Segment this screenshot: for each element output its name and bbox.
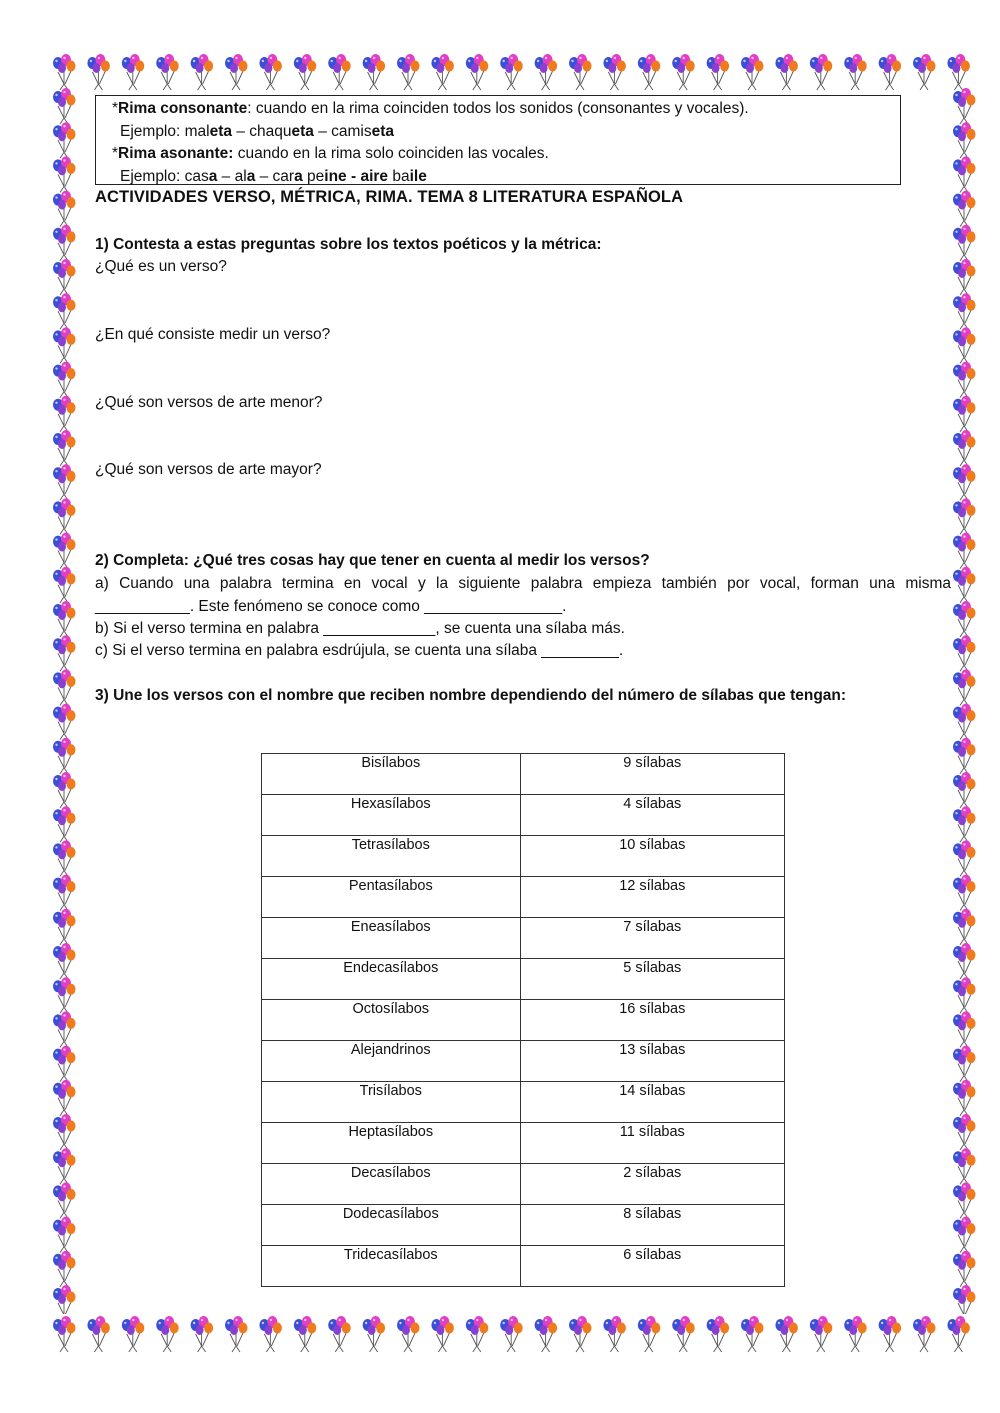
rima-definitions-box (95, 95, 901, 185)
verse-name-cell[interactable]: Alejandrinos (262, 1041, 521, 1082)
table-row (262, 1000, 785, 1041)
section2-item-c: c) Si el verso termina en palabra esdrújula, se cuenta una sílaba _________. (95, 642, 624, 659)
section3-heading: 3) Une los versos con el nombre que reciben nombre dependiendo del número de sílabas que tengan: (95, 687, 847, 704)
verse-name-cell[interactable]: Endecasílabos (262, 959, 521, 1000)
rima-asonante-term: Rima asonante: (118, 145, 234, 162)
table-row (262, 1082, 785, 1123)
verse-name-cell[interactable]: Eneasílabos (262, 918, 521, 959)
verse-name-cell[interactable]: Hexasílabos (262, 795, 521, 836)
question-arte-mayor: ¿Qué son versos de arte mayor? (95, 461, 322, 478)
table-row (262, 877, 785, 918)
verse-name-cell[interactable]: Tridecasílabos (262, 1246, 521, 1287)
syllable-count-cell[interactable]: 6 sílabas (520, 1246, 784, 1287)
rima-asonante-line: *Rima asonante: cuando en la rima solo coinciden las vocales. (112, 145, 549, 162)
verse-name-cell[interactable]: Bisílabos (262, 754, 521, 795)
verse-name-cell[interactable]: Octosílabos (262, 1000, 521, 1041)
question-medir-verso: ¿En qué consiste medir un verso? (95, 326, 331, 343)
section2-item-b: b) Si el verso termina en palabra _____________, se cuenta una sílaba más. (95, 620, 625, 637)
verse-name-cell[interactable]: Pentasílabos (262, 877, 521, 918)
table-row (262, 1041, 785, 1082)
rima-consonante-term: Rima consonante (118, 100, 248, 117)
table-row (262, 795, 785, 836)
syllable-count-cell[interactable]: 16 sílabas (520, 1000, 784, 1041)
syllable-count-cell[interactable]: 14 sílabas (520, 1082, 784, 1123)
table-row (262, 1123, 785, 1164)
syllable-count-cell[interactable]: 5 sílabas (520, 959, 784, 1000)
question-verso: ¿Qué es un verso? (95, 258, 227, 275)
section1-heading: 1) Contesta a estas preguntas sobre los textos poéticos y la métrica: (95, 236, 602, 253)
table-row (262, 959, 785, 1000)
syllable-count-cell[interactable]: 12 sílabas (520, 877, 784, 918)
syllable-count-cell[interactable]: 9 sílabas (520, 754, 784, 795)
table-row (262, 1164, 785, 1205)
rima-consonante-example: Ejemplo: maleta – chaqueta – camiseta (120, 122, 395, 140)
verse-name-cell[interactable]: Tetrasílabos (262, 836, 521, 877)
syllable-count-cell[interactable]: 10 sílabas (520, 836, 784, 877)
table-row (262, 918, 785, 959)
rima-consonante-line: *Rima consonante: cuando en la rima coinciden todos los sonidos (consonantes y vocales). (112, 100, 749, 117)
syllable-count-cell[interactable]: 13 sílabas (520, 1041, 784, 1082)
worksheet-title: ACTIVIDADES VERSO, MÉTRICA, RIMA. TEMA 8 LITERATURA ESPAÑOLA (95, 188, 684, 206)
rima-asonante-example: Ejemplo: casa – ala – cara peine - aire baile (120, 167, 427, 185)
verse-name-cell[interactable]: Decasílabos (262, 1164, 521, 1205)
table-row (262, 836, 785, 877)
verse-name-cell[interactable]: Trisílabos (262, 1082, 521, 1123)
syllable-count-cell[interactable]: 7 sílabas (520, 918, 784, 959)
section2-heading: 2) Completa: ¿Qué tres cosas hay que tener en cuenta al medir los versos? (95, 552, 650, 569)
syllable-count-cell[interactable]: 2 sílabas (520, 1164, 784, 1205)
table-row (262, 754, 785, 795)
verse-name-cell[interactable]: Heptasílabos (262, 1123, 521, 1164)
section2-item-a: a) Cuando una palabra termina en vocal y la siguiente palabra empieza también por vocal, forman una misma ___________. Este fenómeno se conoce como ________________. (95, 575, 951, 615)
table-row (262, 1246, 785, 1287)
question-arte-menor: ¿Qué son versos de arte menor? (95, 394, 323, 411)
syllable-count-cell[interactable]: 4 sílabas (520, 795, 784, 836)
matching-table (261, 753, 785, 1287)
verse-name-cell[interactable]: Dodecasílabos (262, 1205, 521, 1246)
syllable-count-cell[interactable]: 11 sílabas (520, 1123, 784, 1164)
table-row (262, 1205, 785, 1246)
syllable-count-cell[interactable]: 8 sílabas (520, 1205, 784, 1246)
